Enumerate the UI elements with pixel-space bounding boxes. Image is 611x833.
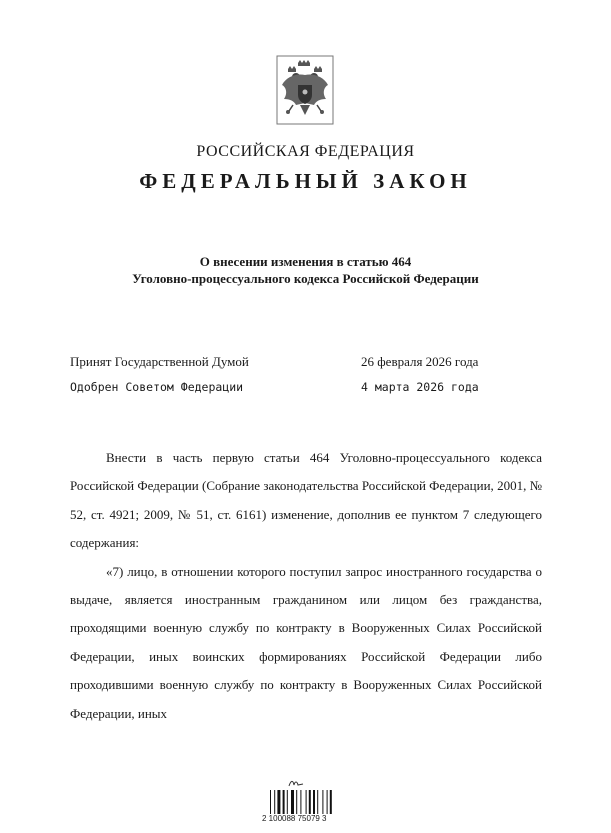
country-name: РОССИЙСКАЯ ФЕДЕРАЦИЯ <box>196 143 415 160</box>
law-title <box>0 253 611 287</box>
signature-mark-icon <box>288 778 304 788</box>
law-body <box>70 444 542 728</box>
adoption-date: 4 марта 2026 года <box>361 380 479 394</box>
adoption-label: Одобрен Советом Федерации <box>70 380 244 394</box>
body-paragraph-1: Внести в часть первую статьи 464 Уголовно-процессуального кодекса Российской Федерации (Собрание законодательства Российской Федерации, 2001, № 52, ст. 4921; 2009, № 51, ст. 6161) изменение, дополнив ее пунктом 7 следующего содержания: <box>70 450 542 551</box>
barcode-number: 2 100088 75079 3 <box>262 814 327 823</box>
adoption-date: 26 февраля 2026 года <box>361 354 479 369</box>
law-title-line-2: Уголовно-процессуального кодекса Российской Федерации <box>132 271 479 286</box>
russian-coat-of-arms-icon <box>276 55 334 125</box>
barcode <box>270 790 342 814</box>
adoption-label: Принят Государственной Думой <box>70 354 249 369</box>
law-type: ФЕДЕРАЛЬНЫЙ ЗАКОН <box>139 169 472 193</box>
body-paragraph-2: «7) лицо, в отношении которого поступил запрос иностранного государства о выдаче, является иностранным гражданином или лицом без гражданства, проходящими военную службу по контракту в Вооруженных Силах Российской Федерации, иных воинских формированиях Российской Федерации либо проходившими военную службу по контракту в Вооруженных Силах Российской Федерации, иных <box>70 563 542 721</box>
law-title-line-1: О внесении изменения в статью 464 <box>199 254 412 269</box>
